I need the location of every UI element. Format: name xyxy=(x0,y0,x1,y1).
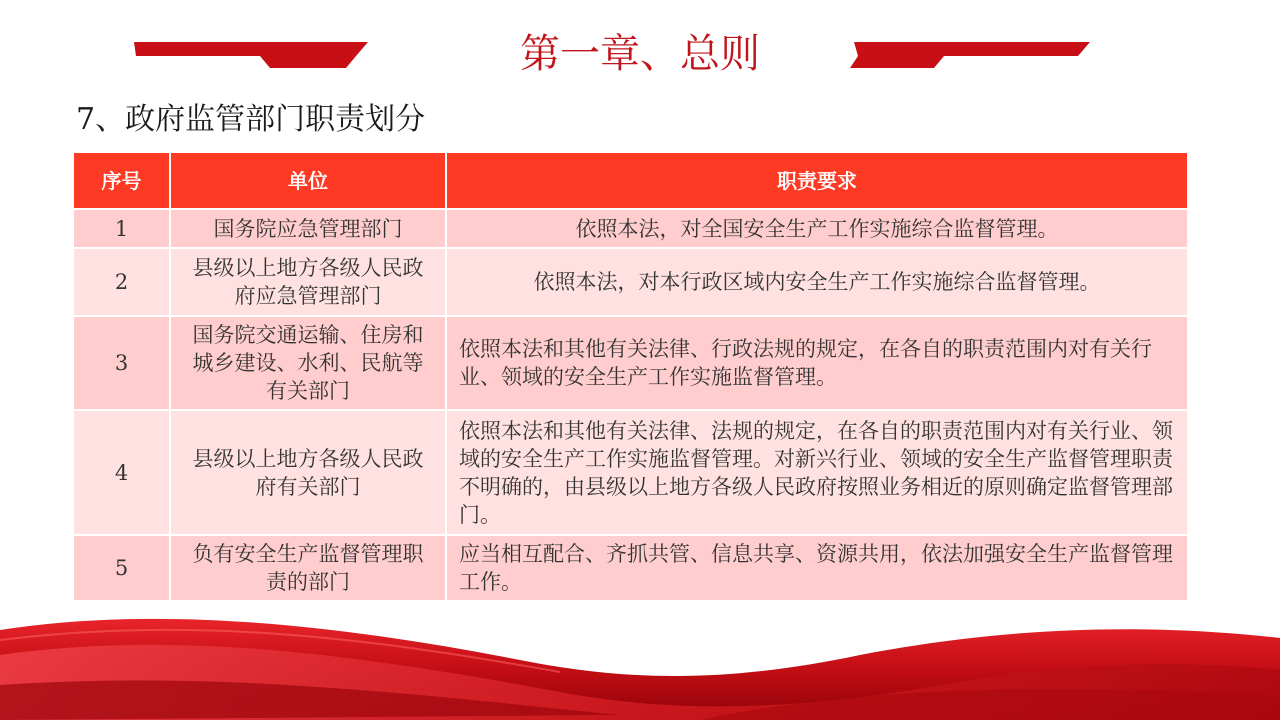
row-duty: 应当相互配合、齐抓共管、信息共享、资源共用，依法加强安全生产监督管理工作。 xyxy=(446,535,1188,601)
row-duty: 依照本法和其他有关法律、法规的规定，在各自的职责范围内对有关行业、领域的安全生产工作实施监督管理。对新兴行业、领域的安全生产监督管理职责不明确的，由县级以上地方各级人民政府按照业务相近的原则确定监督管理部门。 xyxy=(446,410,1188,535)
row-unit: 负有安全生产监督管理职责的部门 xyxy=(170,535,446,601)
table-row xyxy=(73,535,1188,601)
row-duty: 依照本法，对本行政区域内安全生产工作实施综合监督管理。 xyxy=(446,248,1188,316)
chapter-title: 第一章、总则 xyxy=(520,31,760,77)
row-number: 1 xyxy=(73,209,170,248)
column-header-duty: 职责要求 xyxy=(446,152,1188,209)
red-ribbon-decoration xyxy=(0,600,1280,720)
row-unit: 国务院应急管理部门 xyxy=(170,209,446,248)
row-duty: 依照本法，对全国安全生产工作实施综合监督管理。 xyxy=(446,209,1188,248)
table-row xyxy=(73,248,1188,316)
table-row xyxy=(73,209,1188,248)
row-number: 3 xyxy=(73,316,170,410)
row-number: 4 xyxy=(73,410,170,535)
row-number: 2 xyxy=(73,248,170,316)
row-duty: 依照本法和其他有关法律、行政法规的规定，在各自的职责范围内对有关行业、领域的安全生产工作实施监督管理。 xyxy=(446,316,1188,410)
row-unit: 国务院交通运输、住房和城乡建设、水利、民航等有关部门 xyxy=(170,316,446,410)
row-number: 5 xyxy=(73,535,170,601)
duties-table xyxy=(72,151,1189,602)
table-row xyxy=(73,316,1188,410)
row-unit: 县级以上地方各级人民政府应急管理部门 xyxy=(170,248,446,316)
column-header-number: 序号 xyxy=(73,152,170,209)
column-header-unit: 单位 xyxy=(170,152,446,209)
table-header-row xyxy=(73,152,1188,209)
row-unit: 县级以上地方各级人民政府有关部门 xyxy=(170,410,446,535)
table-row xyxy=(73,410,1188,535)
section-title: 7、政府监管部门职责划分 xyxy=(76,102,426,137)
